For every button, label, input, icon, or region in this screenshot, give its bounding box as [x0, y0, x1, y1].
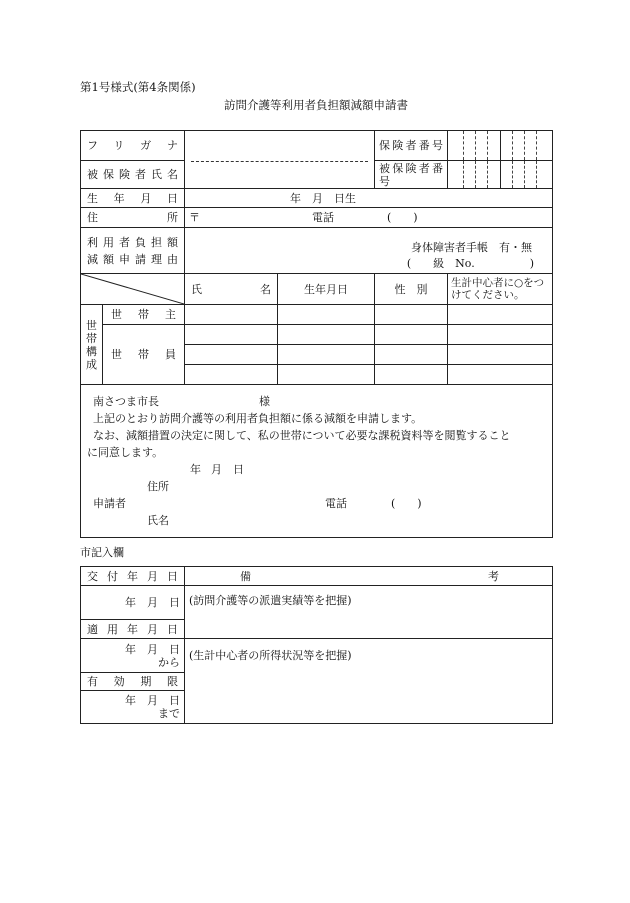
- applicant-name-line: [87, 512, 546, 529]
- insured-number-field[interactable]: [448, 161, 553, 189]
- office-use-table: [80, 566, 553, 724]
- household-char-2: 帯: [86, 331, 97, 345]
- date-day-label: 日: [233, 463, 244, 476]
- insurer-number-label-cell: [375, 131, 448, 161]
- member-birth-field[interactable]: [278, 365, 375, 385]
- col-note-label: 生計中心者に○をつけてください。: [451, 277, 545, 301]
- furigana-label: フリガナ: [87, 139, 179, 152]
- phone-label: 電話: [312, 211, 335, 224]
- reason-field[interactable]: [185, 228, 553, 274]
- address-field[interactable]: [185, 208, 553, 228]
- applied-date-value: 年 月 日: [125, 642, 180, 656]
- insured-number-label: 被保険者番号: [379, 161, 444, 188]
- document-title: 訪問介護等利用者負担額減額申請書: [224, 98, 408, 112]
- head-sex-field[interactable]: [375, 305, 448, 325]
- member-sex-field[interactable]: [375, 325, 448, 345]
- member-note-field[interactable]: [448, 365, 553, 385]
- head-label: 世帯主: [111, 308, 177, 321]
- validity-date-field[interactable]: [81, 691, 185, 724]
- remarks-visit-cell[interactable]: [185, 586, 553, 639]
- member-name-field[interactable]: [185, 345, 278, 365]
- applicant-address-line: [87, 478, 546, 495]
- member-birth-field[interactable]: [278, 345, 375, 365]
- addressee: 南さつま市長: [93, 395, 159, 408]
- office-section-label: 市記入欄: [80, 546, 124, 559]
- validity-label-cell: [81, 673, 185, 691]
- applicant-phone-label: 電話: [325, 497, 347, 510]
- insurer-number-field[interactable]: [448, 131, 553, 161]
- household-composition-label: [81, 305, 103, 385]
- issue-date-label: 交付年月日: [87, 569, 178, 583]
- furigana-dashed-line: [191, 151, 368, 162]
- birth-label: 生年月日: [87, 191, 179, 205]
- reason-label-1: 利用者負担額: [87, 235, 179, 249]
- applicant-phone-parens: ( ): [391, 497, 422, 510]
- diagonal-line: [81, 274, 184, 304]
- address-label: 住所: [87, 211, 179, 224]
- member-label-cell: [103, 325, 185, 385]
- birth-label-cell: [81, 189, 185, 208]
- insured-name-field[interactable]: [185, 131, 375, 189]
- application-table: [80, 130, 553, 538]
- member-label: 世帯員: [111, 348, 177, 361]
- applicant-name-label: 氏名: [147, 514, 169, 527]
- furigana-label-cell: [81, 131, 185, 161]
- declaration-line-1: 上記のとおり訪問介護等の利用者負担額に係る減額を申請します。: [93, 412, 423, 425]
- col-birth-label: 生年月日: [304, 282, 349, 296]
- household-header-diagonal: [81, 274, 185, 305]
- applicant-line: [87, 495, 546, 512]
- head-label-cell: [103, 305, 185, 325]
- disability-certificate: 身体障害者手帳 有・無: [411, 241, 533, 254]
- col-sex-header: [375, 274, 448, 305]
- member-sex-field[interactable]: [375, 365, 448, 385]
- income-note: (生計中心者の所得状況等を把握): [189, 649, 352, 662]
- household-char-1: 世: [86, 318, 97, 332]
- member-birth-field[interactable]: [278, 325, 375, 345]
- member-name-field[interactable]: [185, 365, 278, 385]
- validity-date-value: 年 月 日: [125, 694, 180, 707]
- reason-label-cell: [81, 228, 185, 274]
- col-note-header: [448, 274, 553, 305]
- form-number: 第1号様式(第4条関係): [80, 80, 196, 94]
- declaration-date: [87, 461, 546, 478]
- reason-label-2: 減額申請理由: [87, 252, 179, 266]
- insured-name-label-cell: [81, 161, 185, 189]
- insurer-number-label: 保険者番号: [379, 139, 444, 152]
- household-char-3: 構: [86, 344, 97, 358]
- visit-note: (訪問介護等の派遣実績等を把握): [189, 594, 352, 607]
- remarks-income-cell[interactable]: [185, 639, 553, 724]
- col-name-label: 氏 名: [191, 282, 272, 296]
- address-label-cell: [81, 208, 185, 228]
- declaration-block: [81, 385, 553, 538]
- applied-date-label: 適用年月日: [87, 622, 178, 636]
- postal-mark: 〒: [189, 211, 201, 224]
- disability-grade: ( 級 No. ): [406, 257, 535, 270]
- remarks-header: [185, 567, 553, 586]
- declaration-line-2: なお、減額措置の決定に関して、私の世帯について必要な課税資料等を閲覧すること: [93, 429, 511, 442]
- col-sex-label: 性 別: [394, 282, 428, 296]
- remarks-label-1: 備: [240, 570, 251, 583]
- insured-name-label: 被保険者氏名: [87, 168, 179, 181]
- birth-date-value: 年 月 日生: [290, 191, 357, 205]
- issue-date-field[interactable]: [81, 586, 185, 620]
- member-note-field[interactable]: [448, 325, 553, 345]
- insured-number-label-cell: [375, 161, 448, 189]
- member-name-field[interactable]: [185, 325, 278, 345]
- date-year-label: 年: [190, 463, 201, 476]
- applicant-label: 申請者: [93, 497, 126, 510]
- applicant-address-label: 住所: [147, 480, 169, 493]
- household-char-4: 成: [86, 357, 97, 371]
- member-note-field[interactable]: [448, 345, 553, 365]
- applied-date-label-cell: [81, 620, 185, 639]
- addressee-line: [87, 393, 546, 410]
- remarks-label-2: 考: [488, 570, 499, 583]
- phone-parens: ( ): [387, 211, 418, 224]
- head-note-field[interactable]: [448, 305, 553, 325]
- date-month-label: 月: [211, 463, 222, 476]
- birth-date-field[interactable]: [185, 189, 553, 208]
- until-label: まで: [158, 707, 180, 720]
- col-birth-header: [278, 274, 375, 305]
- issue-date-value: 年 月 日: [125, 596, 180, 609]
- from-label: から: [158, 655, 180, 669]
- applied-date-field[interactable]: [81, 639, 185, 673]
- addressee-sama: 様: [259, 395, 270, 408]
- declaration-line-3: に同意します。: [87, 446, 164, 459]
- head-birth-field[interactable]: [278, 305, 375, 325]
- col-name-header: [185, 274, 278, 305]
- issue-date-label-cell: [81, 567, 185, 586]
- head-name-field[interactable]: [185, 305, 278, 325]
- validity-label: 有効期限: [87, 675, 178, 688]
- member-sex-field[interactable]: [375, 345, 448, 365]
